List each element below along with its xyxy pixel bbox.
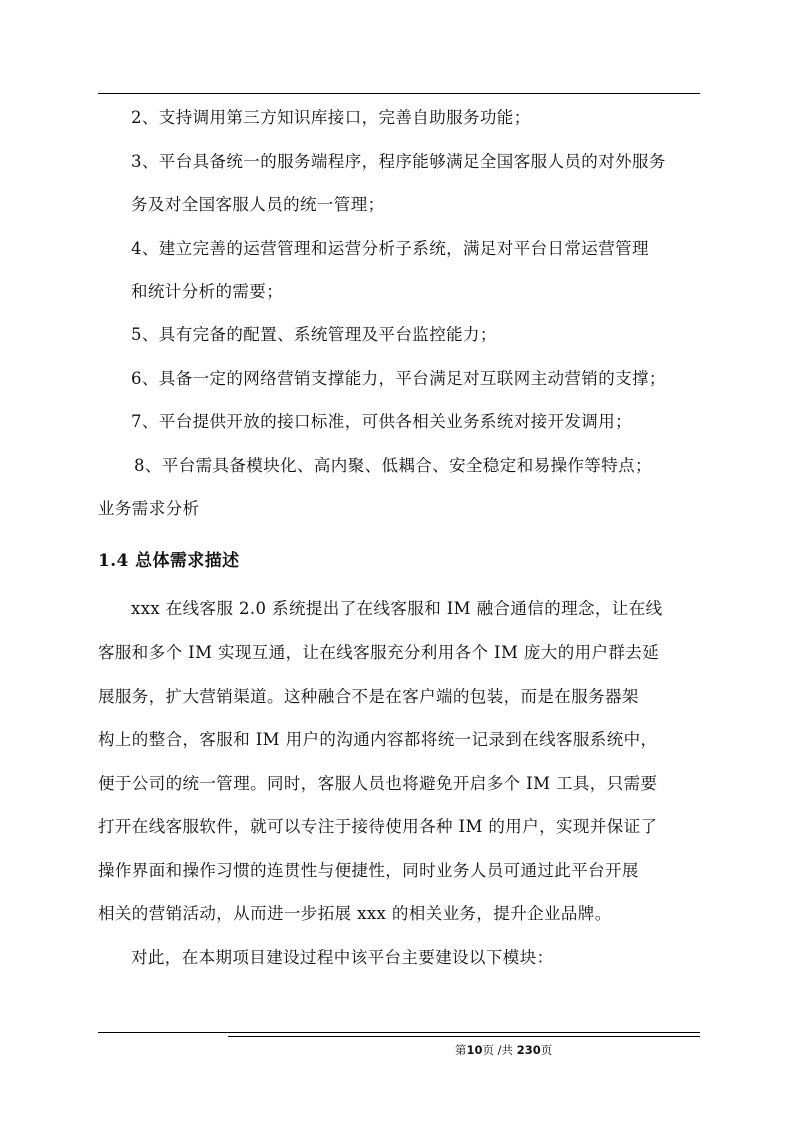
- total-pages: 230: [516, 1043, 541, 1057]
- page-number: [455, 1042, 552, 1058]
- page-mid: 页 /共: [482, 1043, 517, 1057]
- list-item-2: 2、支持调用第三方知识库接口，完善自助服务功能；: [131, 108, 531, 127]
- paragraph-line-7: 操作界面和操作习惯的连贯性与便捷性，同时业务人员可通过此平台开展: [98, 861, 639, 880]
- current-page: 10: [466, 1043, 483, 1057]
- header-rule: [98, 93, 700, 94]
- footer-rule-secondary: [228, 1036, 700, 1037]
- section-heading: 1.4 总体需求描述: [98, 551, 240, 571]
- list-item-4-continued: 和统计分析的需要；: [131, 282, 284, 301]
- list-item-6: 6、具备一定的网络营销支撑能力，平台满足对互联网主动营销的支撑；: [131, 369, 666, 388]
- paragraph-line-1: xxx 在线客服 2.0 系统提出了在线客服和 IM 融合通信的理念，让在线: [131, 599, 663, 618]
- list-item-5: 5、具有完备的配置、系统管理及平台监控能力；: [131, 325, 497, 344]
- list-item-4: 4、建立完善的运营管理和运营分析子系统，满足对平台日常运营管理: [131, 239, 649, 258]
- paragraph-line-3: 展服务，扩大营销渠道。这种融合不是在客户端的包装，而是在服务器架: [98, 687, 639, 706]
- list-item-7: 7、平台提供开放的接口标准，可供各相关业务系统对接开发调用；: [131, 412, 632, 431]
- page-prefix: 第: [455, 1043, 467, 1057]
- paragraph-line-6: 打开在线客服软件，就可以专注于接待使用各种 IM 的用户，实现并保证了: [98, 817, 658, 836]
- list-item-8: 8、平台需具备模块化、高内聚、低耦合、安全稳定和易操作等特点；: [134, 456, 652, 475]
- paragraph-line-5: 便于公司的统一管理。同时，客服人员也将避免开启多个 IM 工具，只需要: [98, 774, 658, 793]
- list-item-3: 3、平台具备统一的服务端程序，程序能够满足全国客服人员的对外服务: [131, 152, 666, 171]
- paragraph-line-4: 构上的整合，客服和 IM 用户的沟通内容都将统一记录到在线客服系统中，: [98, 730, 658, 749]
- page-suffix: 页: [540, 1043, 553, 1057]
- footer-rule: [98, 1032, 700, 1033]
- paragraph-line-8: 相关的营销活动，从而进一步拓展 xxx 的相关业务，提升企业品牌。: [98, 904, 612, 923]
- paragraph-line-2: 客服和多个 IM 实现互通，让在线客服充分利用各个 IM 庞大的用户群去延: [98, 643, 660, 662]
- closing-line: 对此，在本期项目建设过程中该平台主要建设以下模块：: [131, 948, 554, 967]
- section-label: 业务需求分析: [98, 499, 200, 518]
- list-item-3-continued: 务及对全国客服人员的统一管理；: [131, 195, 385, 214]
